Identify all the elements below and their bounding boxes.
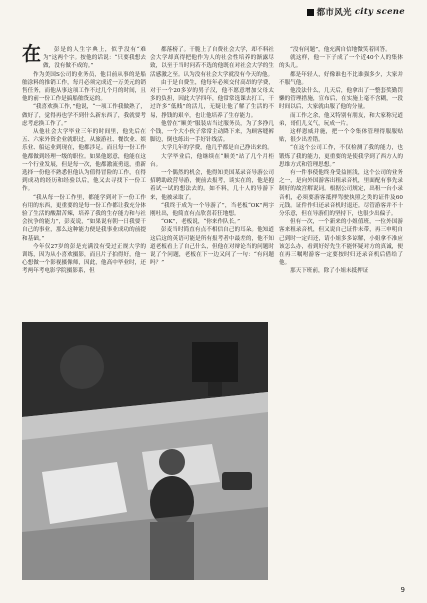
paragraph: 由于是自费生，他每年必须交付高昂的学费，对于一个20多岁的男子汉，他不愿意增加父母太多的负担，因此大学四年，他常常选课去打工，干过许多“低贱”的活儿，无疑让他了解了生活的不易，挣钱的艰辛，也让他培养了生存能力。 — [150, 79, 274, 119]
paragraph: 大学毕业后，他继续在“顺美”站了几个月柜台。 — [150, 153, 274, 168]
article-column-2 — [150, 46, 274, 267]
paragraph: 他曾在“顺美”服装店当过服务员，为了多挣几个钱，一个大小伙子常常主动降下来，为顾客缝裤脚边，倒也练出一手好针线活。 — [150, 120, 274, 144]
paragraph: 他没法什么，几天后，他拿出了一整套奖勤罚懒的管理措施，宣布后，在实施上毫不含糊，一段时间以后，大家就由服了他的分量。 — [279, 88, 403, 111]
paragraph: 作为美国S公司的业务员，他目前从事的是船舶涂料的推销工作，每月必须完成近一万美元的销售任务，而他从事这项工作不过几个月的时间，且他的前一份工作是搞船舶货运的。 — [22, 71, 146, 103]
article-column-3 — [279, 46, 403, 276]
paragraph: 而工作之余，他又特别有朋友，和大家称兄道弟，哥们儿义气，玩成一片。 — [279, 112, 403, 127]
article-column-1 — [22, 43, 146, 276]
paragraph: 今年仅27岁的彭是充满没有受过正规大学的训练，因为从小喜欢摄影，而且片子拍得好，他一心想做一个影视摄像师，因此，他高中毕业时，还考两年考电影学院摄影系，但 — [22, 243, 146, 275]
paragraph: 在 彭是的人生字典上，似乎没有“难为”这两个字。按他的话说：“只要我想去做，没有做不成的。” — [22, 46, 146, 71]
paragraph: 大学几年的学费，他几乎都是自己挣出来的。 — [161, 145, 273, 152]
paragraph: 都是年轻人，好像谁也不比谁强多少，大家并不服气他。 — [279, 71, 403, 86]
paragraph: “没有问题”，他充满自信地微笑着回答。 — [290, 47, 391, 53]
paragraph: 这样恩威并施，把一个令集体管理得服服贴贴，很少出差错。 — [279, 129, 403, 144]
page-number: 9 — [400, 586, 405, 594]
paragraph: 都落榜了。干脆上了自费社会大学，却不料社会大学却真得把他作为人的社会性培养的渐露尽致，以至于当时问若不选的他既在对社会大学的生活感激之至。认为没有社会大学就没有今天的他。 — [150, 47, 274, 78]
paragraph: 从他社会大学毕业三年的时间里，他先后在五、六家外资企业就职过，从旅游社、餐饮业、娱乐业、船运业到现在，他都涉足。而且每一份工作他都做到经理一级的职位。如果他愿意，他能在这一个行业发展，但是每一次，他都激流勇退，重新选择一份他不熟悉但他认为值得冒险的工作，在得到成功的经历和经验以后，他又去寻找下一份工作。 — [22, 129, 146, 193]
paragraph: 彭麦当时简直有点不相信自己的耳朵。他知道这后这的英语可能是所有报考者中最差的，他不知道老板看上了自己什么，但他在对辩论当的问题时说了个问题，老板在下一边又问了一句：“有问题吗？” — [150, 227, 274, 267]
section-header — [307, 6, 405, 18]
drop-cap: 在 — [22, 43, 42, 65]
paragraph: “我从每一份工作里，都能学到对下一份工作有用的东西，更重要的是每一份工作都让我充分体验了生活的酸甜苦辣，培养了我的生存能力和与社会抗争的能力”，彭麦说，“如果说有朝一日我要干自己的事业，那么这种能力便是我事业成功的前提和基础。” — [22, 194, 146, 242]
paragraph: “我喜欢换工作，”他说，“一项工作我做熟了，做好了，觉得再也学不到什么新东西了，我就要考虑考虑换工作了。” — [22, 104, 146, 127]
paragraph: 但有一次，一个新来的小姐值班，一位外国游客来租录音机，但又说自己证件未带，再三申明自己到时一定归还，请小姐多多谅解，小姐拿不准应该怎么办，看到好好先生不能怀疑对方的真诚，便在再三嘱咐游客一定要按时归还录音机后借给了他。 — [279, 219, 403, 267]
paragraph: 有一件事使他终身受益匪浅，这个公司的业务之一，是向外国游客出租录音机，里面配有事先录制好的故宫解说词。根据公司规定，出租一台小录音机，必须要游客抵押驾驶执照之类的证件及60元钱。证件作归还录音机时退还。尽管游客并不十分乐意，但在导游们的坚持下，也很少出偏子。 — [279, 170, 403, 218]
paragraph: “在这个公司工作，不仅检测了我的能力，也锻炼了我的能力，更重要的是使我学到了西方人的思维方式和管理思想。” — [279, 145, 403, 168]
paragraph: “OK”，老板说，“你来作队长。” — [161, 219, 240, 226]
paragraph: 一个偶然的机会，他得知美国某录音导游公司招聘助政营导游，便前去报考，谈实在的，他是抱着试一试的想法去的。如不料，几十人的导游下来，他被录取了。 — [150, 170, 274, 201]
paragraph: “我终于成为一个导游了”，当老板“OK”两字刚吐出，他简直有点欣喜若狂地想。 — [150, 202, 274, 218]
square-bullet-icon — [307, 9, 314, 16]
paragraph: 就这样，他一下子成了一个近40个人的集体的头儿。 — [279, 55, 403, 70]
office-desk-photo — [22, 322, 268, 580]
section-title-en: city scene — [354, 7, 405, 17]
paragraph: 那天下班前，除了小姐未抵押证 — [290, 268, 369, 275]
section-title: 都市风光 — [316, 8, 352, 18]
